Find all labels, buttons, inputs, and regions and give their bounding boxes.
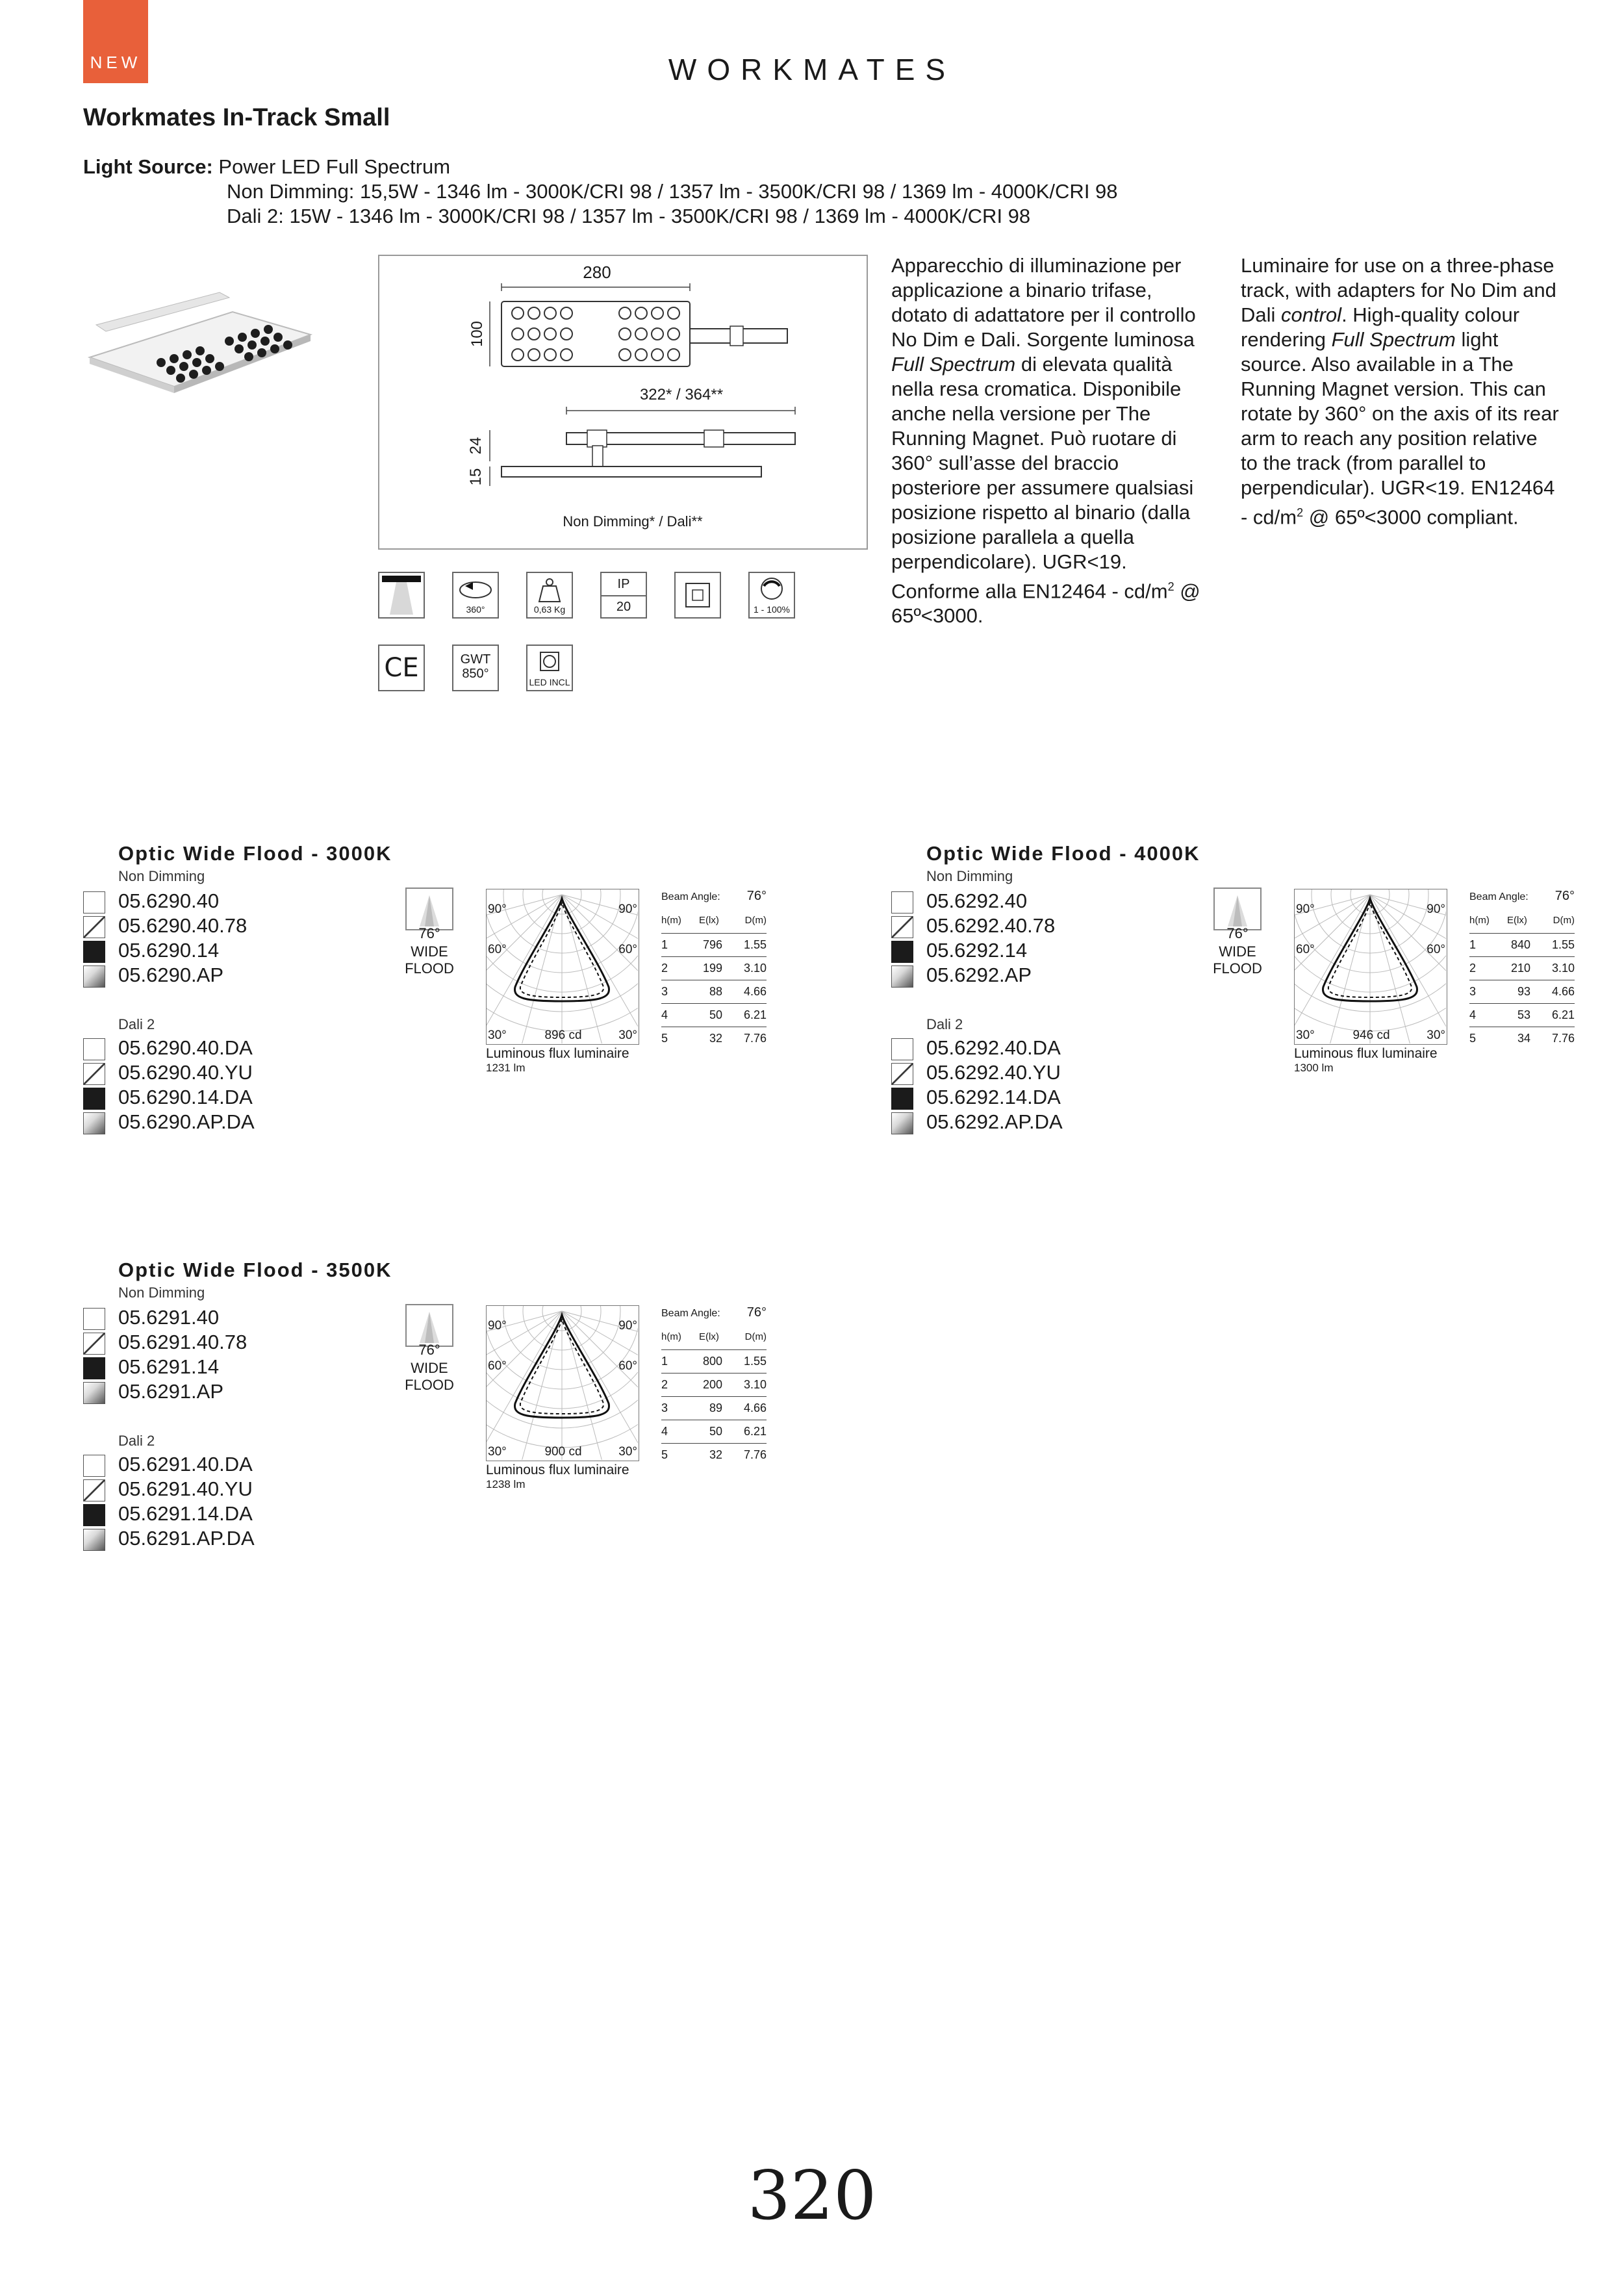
- beam-type-line1: WIDE: [1219, 943, 1256, 960]
- product-code: 05.6291.40.78: [118, 1331, 247, 1353]
- cell-diameter: 1.55: [1551, 938, 1575, 951]
- table-row: [661, 1398, 767, 1420]
- cell-height: 2: [661, 962, 668, 975]
- dali-label: Dali 2: [118, 1433, 155, 1449]
- table-row: [661, 958, 767, 980]
- table-row: [661, 981, 767, 1004]
- non-dimming-label: Non Dimming: [118, 1284, 205, 1301]
- dim-height: 100: [468, 320, 486, 348]
- table-row: [1469, 934, 1575, 957]
- ce-mark-icon: [378, 645, 425, 691]
- cell-illuminance: 32: [709, 1032, 722, 1045]
- description-en-italic-2: Full Spectrum: [1331, 328, 1456, 351]
- beam-angle-value: 76°: [746, 1305, 767, 1320]
- dali-label: Dali 2: [926, 1016, 963, 1032]
- angle-30-left: 30°: [1296, 1028, 1315, 1042]
- finish-swatch: [83, 1357, 105, 1379]
- rotation-icon: [452, 572, 499, 619]
- description-it-sup: 2: [1167, 580, 1174, 593]
- weight-caption: 0,63 Kg: [533, 604, 566, 615]
- table-header: [661, 911, 767, 934]
- cell-height: 1: [661, 938, 668, 951]
- cell-height: 2: [1469, 962, 1477, 975]
- product-code: 05.6290.40: [118, 889, 220, 912]
- table-row: [661, 1374, 767, 1397]
- cell-diameter: 3.10: [743, 962, 767, 975]
- angle-60-left: 60°: [1296, 943, 1315, 956]
- dimmable-icon: [748, 572, 795, 619]
- cell-diameter: 1.55: [743, 938, 767, 951]
- cell-height: 2: [661, 1378, 668, 1391]
- peak-intensity: 896 cd: [544, 1028, 582, 1042]
- product-code: 05.6291.AP: [118, 1380, 224, 1403]
- description-en-part-1: Luminaire for use on a three-phase track, with adapters for No Dim and Dali: [1241, 254, 1556, 326]
- product-code: 05.6292.AP: [926, 964, 1032, 986]
- beam-icon: [1213, 888, 1262, 930]
- description-it: [891, 253, 1210, 628]
- light-source-dali: Dali 2: 15W - 1346 lm - 3000K/CRI 98 / 1357 lm - 3500K/CRI 98 / 1369 lm - 4000K/CRI 98: [227, 205, 1031, 227]
- light-source-non-dim: Non Dimming: 15,5W - 1346 lm - 3000K/CRI 98 / 1357 lm - 3500K/CRI 98 / 1369 lm - 4000K/CRI 98: [227, 180, 1118, 203]
- ip-label: IP: [602, 573, 646, 596]
- polar-diagram: [486, 1305, 639, 1461]
- beam-type-line1: WIDE: [411, 943, 448, 960]
- brand-title: WORKMATES: [668, 53, 956, 86]
- section-title: Optic Wide Flood - 4000K: [926, 842, 1200, 865]
- beam-icon: [405, 888, 453, 930]
- section-title: Optic Wide Flood - 3000K: [118, 842, 392, 865]
- finish-swatch: [891, 941, 913, 963]
- beam-type-line2: FLOOD: [405, 960, 454, 977]
- beam-angle: 76°: [1226, 925, 1249, 941]
- description-en-part-4: @ 65º<3000 compliant.: [1303, 505, 1519, 529]
- product-title: Workmates In-Track Small: [83, 104, 390, 131]
- cell-illuminance: 50: [709, 1008, 722, 1021]
- cell-illuminance: 210: [1510, 962, 1530, 975]
- weight-icon: [526, 572, 573, 619]
- cell-illuminance: 34: [1517, 1032, 1530, 1045]
- finish-swatch: [891, 1088, 913, 1110]
- technical-drawing: [378, 255, 868, 550]
- polar-diagram: [486, 889, 639, 1045]
- product-code: 05.6291.14.DA: [118, 1502, 253, 1525]
- description-en-italic-1: control: [1281, 303, 1342, 326]
- product-code: 05.6290.40.YU: [118, 1061, 253, 1084]
- flux-label: Luminous flux luminaire: [1294, 1046, 1438, 1061]
- cell-illuminance: 88: [709, 985, 722, 998]
- angle-90-left: 90°: [488, 1319, 507, 1333]
- table-row: [661, 1444, 767, 1466]
- non-dimming-label: Non Dimming: [118, 868, 205, 884]
- peak-intensity: 946 cd: [1352, 1028, 1390, 1042]
- gwt-icon: [452, 645, 499, 691]
- description-en: [1241, 253, 1559, 530]
- gwt-value: 850°: [462, 667, 489, 681]
- light-source-block: [83, 155, 1317, 233]
- product-code: 05.6290.AP: [118, 964, 224, 986]
- cell-diameter: 7.76: [1551, 1032, 1575, 1045]
- cell-diameter: 4.66: [1551, 985, 1575, 998]
- finish-swatch: [83, 1308, 105, 1330]
- peak-intensity: 900 cd: [544, 1445, 582, 1459]
- product-code: 05.6292.40.78: [926, 914, 1056, 937]
- finish-swatch: [83, 1504, 105, 1526]
- angle-60-right: 60°: [618, 943, 637, 956]
- cell-illuminance: 796: [702, 938, 722, 951]
- cell-diameter: 1.55: [743, 1355, 767, 1368]
- description-en-part-3: light source. Also available in a The Running Magnet version. This can rotate by 360° on the axis of its rear arm to reach any position relative to the track (from parallel to perpendicular). UGR<19. EN12464 - cd/m: [1241, 328, 1559, 529]
- header-d: D(m): [744, 1331, 767, 1342]
- angle-30-right: 30°: [618, 1445, 637, 1459]
- angle-60-left: 60°: [488, 943, 507, 956]
- finish-swatch: [83, 1063, 105, 1085]
- product-code: 05.6290.14.DA: [118, 1086, 253, 1108]
- polar-diagram-svg: [487, 889, 638, 1043]
- beam-angle-value: 76°: [746, 889, 767, 903]
- table-header: [661, 1327, 767, 1350]
- finish-swatch: [83, 1088, 105, 1110]
- cell-illuminance: 199: [702, 962, 722, 975]
- non-dimming-label: Non Dimming: [926, 868, 1013, 884]
- page-number: 320: [747, 2156, 877, 2235]
- dali-label: Dali 2: [118, 1016, 155, 1032]
- table-row: [1469, 1028, 1575, 1050]
- cell-diameter: 4.66: [743, 1401, 767, 1414]
- finish-swatch: [83, 916, 105, 938]
- angle-60-right: 60°: [1427, 943, 1445, 956]
- finish-swatch: [83, 1479, 105, 1501]
- table-row: [661, 1028, 767, 1050]
- cell-illuminance: 32: [709, 1448, 722, 1461]
- cell-diameter: 7.76: [743, 1448, 767, 1461]
- product-code: 05.6290.AP.DA: [118, 1110, 255, 1133]
- table-row: [661, 934, 767, 957]
- dim-length: 322* / 364**: [639, 386, 724, 403]
- dim-width: 280: [583, 262, 611, 282]
- flux-value: 1231 lm: [486, 1062, 526, 1074]
- beam-type-line1: WIDE: [411, 1360, 448, 1376]
- product-code: 05.6292.14.DA: [926, 1086, 1061, 1108]
- header-h: h(m): [1469, 915, 1490, 926]
- flux-label: Luminous flux luminaire: [486, 1046, 629, 1061]
- product-code: 05.6292.14: [926, 939, 1028, 962]
- light-source-label: Light Source:: [83, 155, 213, 178]
- photometric-table: [661, 1305, 767, 1468]
- description-it-part-1: Apparecchio di illuminazione per applicazione a binario trifase, dotato di adattatore per il controllo No Dim e Dali. Sorgente luminosa: [891, 254, 1196, 351]
- section-title: Optic Wide Flood - 3500K: [118, 1258, 392, 1281]
- angle-90-right: 90°: [618, 902, 637, 916]
- ip-value: 20: [616, 600, 631, 614]
- flux-value: 1300 lm: [1294, 1062, 1334, 1074]
- led-included-caption: LED INCL: [529, 677, 570, 687]
- product-photo-image: [83, 273, 330, 416]
- cell-illuminance: 840: [1510, 938, 1530, 951]
- dimmable-caption: 1 - 100%: [753, 604, 791, 615]
- table-row: [1469, 958, 1575, 980]
- beam-angle: 76°: [418, 925, 440, 941]
- angle-90-right: 90°: [1427, 902, 1445, 916]
- angle-60-right: 60°: [618, 1359, 637, 1373]
- cell-illuminance: 50: [709, 1425, 722, 1438]
- beam-type-line2: FLOOD: [1213, 960, 1262, 977]
- header-e: E(lx): [1507, 915, 1527, 926]
- polar-diagram-svg: [487, 1306, 638, 1460]
- product-code: 05.6291.AP.DA: [118, 1527, 255, 1550]
- cell-illuminance: 93: [1517, 985, 1530, 998]
- gwt-label: GWT: [460, 652, 491, 667]
- header-e: E(lx): [699, 915, 719, 926]
- finish-swatch: [83, 1382, 105, 1404]
- ce-text: CE: [384, 653, 419, 683]
- product-code: 05.6291.40: [118, 1306, 220, 1329]
- cell-diameter: 3.10: [1551, 962, 1575, 975]
- product-code: 05.6290.40.DA: [118, 1036, 253, 1059]
- angle-90-left: 90°: [1296, 902, 1315, 916]
- photometric-table: [1469, 889, 1575, 1051]
- product-code: 05.6292.40.DA: [926, 1036, 1061, 1059]
- beam-angle-label: Beam Angle:: [661, 1308, 720, 1319]
- cell-height: 4: [661, 1008, 668, 1021]
- table-header: [1469, 911, 1575, 934]
- description-en-sup: 2: [1297, 506, 1304, 519]
- cell-height: 3: [661, 1401, 668, 1414]
- cell-height: 1: [1469, 938, 1477, 951]
- beam-angle-label: Beam Angle:: [661, 891, 720, 902]
- cell-illuminance: 53: [1517, 1008, 1530, 1021]
- angle-60-left: 60°: [488, 1359, 507, 1373]
- finish-swatch: [83, 1333, 105, 1355]
- beam-angle-value: 76°: [1554, 889, 1575, 903]
- cell-illuminance: 89: [709, 1401, 722, 1414]
- polar-diagram: [1294, 889, 1447, 1045]
- flux-label: Luminous flux luminaire: [486, 1463, 629, 1477]
- angle-30-left: 30°: [488, 1445, 507, 1459]
- angle-30-left: 30°: [488, 1028, 507, 1042]
- angle-90-left: 90°: [488, 902, 507, 916]
- finish-swatch: [891, 891, 913, 913]
- finish-swatch: [891, 1063, 913, 1085]
- cell-height: 5: [661, 1448, 668, 1461]
- cell-height: 3: [661, 985, 668, 998]
- finish-swatch: [891, 916, 913, 938]
- finish-swatch: [83, 941, 105, 963]
- finish-swatch: [83, 1112, 105, 1134]
- ip-rating-icon: [600, 572, 647, 619]
- product-code: 05.6292.40: [926, 889, 1028, 912]
- description-it-italic: Full Spectrum: [891, 353, 1016, 376]
- table-row: [1469, 1004, 1575, 1027]
- header-e: E(lx): [699, 1331, 719, 1342]
- product-code: 05.6292.40.YU: [926, 1061, 1061, 1084]
- finish-swatch: [891, 1038, 913, 1060]
- polar-diagram-svg: [1295, 889, 1446, 1043]
- product-code: 05.6291.14: [118, 1355, 220, 1378]
- angle-30-right: 30°: [618, 1028, 637, 1042]
- description-it-part-2: di elevata qualità nella resa cromatica. Disponibile anche nella versione per The Running Magnet. Può ruotare di 360° sull’asse del braccio posteriore per assumere qualsiasi posizione rispetto al binario (dalla posizione parallela a quella perpendicolare). UGR<19. Conforme alla EN12464 - cd/m: [891, 353, 1194, 603]
- cell-height: 4: [1469, 1008, 1477, 1021]
- angle-90-right: 90°: [618, 1319, 637, 1333]
- product-code: 05.6290.40.78: [118, 914, 247, 937]
- product-code: 05.6291.40.DA: [118, 1453, 253, 1476]
- product-code: 05.6291.40.YU: [118, 1477, 253, 1500]
- finish-swatch: [891, 1112, 913, 1134]
- product-code: 05.6290.14: [118, 939, 220, 962]
- header-d: D(m): [744, 915, 767, 926]
- finish-swatch: [83, 1529, 105, 1551]
- cell-height: 4: [661, 1425, 668, 1438]
- cell-diameter: 4.66: [743, 985, 767, 998]
- photometric-table: [661, 889, 767, 1051]
- product-photo: [83, 273, 330, 416]
- header-h: h(m): [661, 915, 681, 926]
- beam-icon: [405, 1304, 453, 1347]
- product-code: 05.6292.AP.DA: [926, 1110, 1063, 1133]
- table-row: [661, 1351, 767, 1373]
- dim-a: 24: [467, 437, 485, 455]
- cell-diameter: 6.21: [743, 1425, 767, 1438]
- cell-diameter: 6.21: [743, 1008, 767, 1021]
- finish-swatch: [891, 965, 913, 988]
- optic-section: [926, 842, 1624, 1141]
- flux-value: 1238 lm: [486, 1478, 526, 1490]
- table-row: [1469, 981, 1575, 1004]
- table-row: [661, 1421, 767, 1444]
- cell-diameter: 7.76: [743, 1032, 767, 1045]
- cell-illuminance: 800: [702, 1355, 722, 1368]
- led-included-icon: [526, 645, 573, 691]
- beam-angle: 76°: [418, 1342, 440, 1358]
- beam-type-line2: FLOOD: [405, 1377, 454, 1393]
- finish-swatch: [83, 1038, 105, 1060]
- finish-swatch: [83, 891, 105, 913]
- optic-section: [118, 842, 833, 1141]
- cell-diameter: 3.10: [743, 1378, 767, 1391]
- finish-swatch: [83, 965, 105, 988]
- spot-icon: [378, 572, 425, 619]
- description-it-part-3: @ 65º<3000.: [891, 580, 1200, 628]
- header-d: D(m): [1553, 915, 1575, 926]
- table-row: [661, 1004, 767, 1027]
- new-badge-text: NEW: [90, 53, 142, 72]
- cell-height: 5: [1469, 1032, 1477, 1045]
- rotation-caption: 360°: [466, 604, 485, 615]
- cell-illuminance: 200: [702, 1378, 722, 1391]
- cell-diameter: 6.21: [1551, 1008, 1575, 1021]
- cell-height: 3: [1469, 985, 1477, 998]
- drawing-caption: Non Dimming* / Dali**: [563, 513, 703, 530]
- track-icon: [674, 572, 721, 619]
- cell-height: 1: [661, 1355, 668, 1368]
- angle-30-right: 30°: [1427, 1028, 1445, 1042]
- description-en-part-2: . High-quality colour rendering: [1241, 303, 1520, 351]
- optic-section: [118, 1258, 833, 1557]
- light-source-value: Power LED Full Spectrum: [218, 155, 451, 178]
- beam-angle-label: Beam Angle:: [1469, 891, 1529, 902]
- gwt-text: [453, 646, 498, 681]
- dim-b: 15: [467, 468, 485, 486]
- header-h: h(m): [661, 1331, 681, 1342]
- finish-swatch: [83, 1455, 105, 1477]
- cell-height: 5: [661, 1032, 668, 1045]
